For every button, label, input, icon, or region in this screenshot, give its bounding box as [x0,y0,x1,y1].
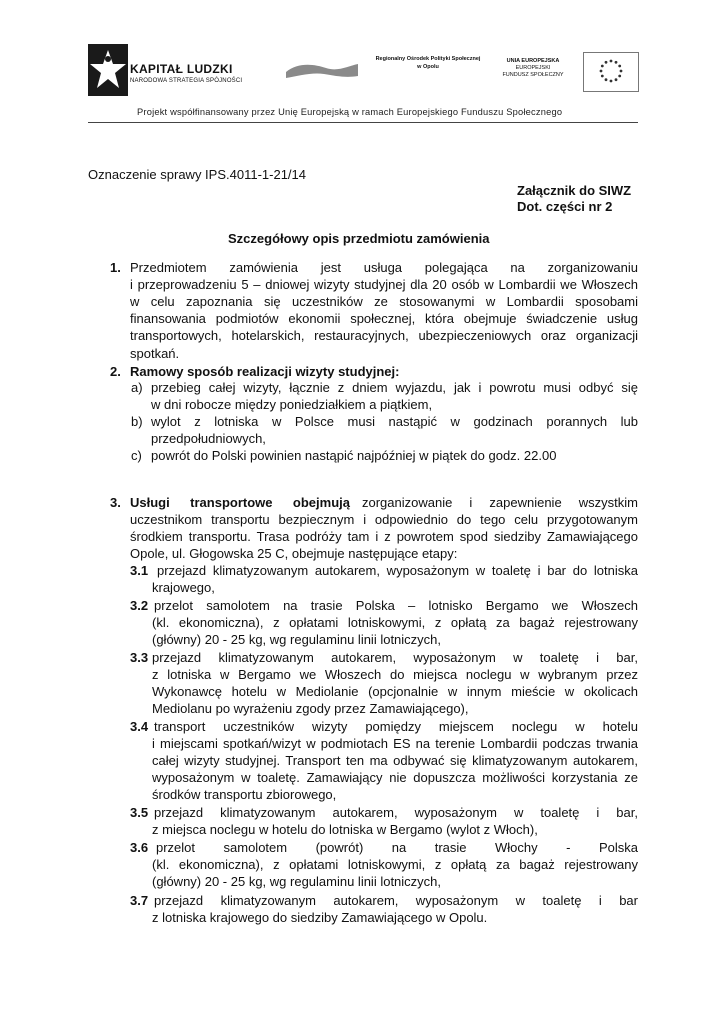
subitem-line: z lotniska krajowego do siedziby Zamawiającego w Opolu. [152,910,488,925]
subitem-line: przejazd klimatyzowanym autokarem, wyposażonym w toaletę i bar do lotniska [157,563,638,578]
subitem-line: krajowego, [152,580,215,595]
subitem-number: 3.7 [130,893,149,908]
list-item-line: wylot z lotniska w Polsce musi nastąpić w godzinach porannych lub [151,414,638,429]
list-item-line: przebieg całej wizyty, łącznie z dniem wyjazdu, jak i powrotu musi odbyć się [151,380,638,395]
section-1-line: finansowania podmiotów ekonomii społecznej, która obejmuje świadczenie usług [130,311,638,326]
subitem-number: 3.3 [130,650,149,665]
section-3-line: środkiem transportu. Trasa podróży tam i z powrotem spod siedziby Zamawiającego [130,529,638,544]
subitem-line: całej wizyty studyjnej. Transport ten ma odbywać się klimatyzowanym autokarem, [152,753,638,768]
subitem-number: 3.5 [130,805,149,820]
subitem-number: 3.6 [130,840,149,855]
subitem-line: Wykonawcę hotelu w Mediolanie (opcjonalnie w innym mieście w okolicach [152,684,638,699]
list-label: c) [131,448,142,463]
subitem-line: z lotniska w Bergamo we Włoszech do miejsca noclegu w wybranym przez [152,667,638,682]
section-1-line: spotkań. [130,346,180,361]
subitem-number: 3.2 [130,598,149,613]
section-1-line: w celu zapoznania się uczestników ze stosowanymi w Lombardii sposobami [130,294,638,309]
subitem-line: z miejsca noclegu w hotelu do lotniska w Bergamo (wylot z Włoch), [152,822,538,837]
subitem-line: środków transportu zbiorowego, [152,787,337,802]
subitem-line: transport uczestników wizyty pomiędzy miejscem noclegu w hotelu [154,719,638,734]
eu-stars-icon [584,53,638,91]
section-3-line: Opole, ul. Głogowska 25 C, obejmuje następujące etapy: [130,546,458,561]
subitem-line: i miejscami spotkań/wizyt w podmiotach ES na terenie Lombardii podczas trwania [152,736,638,751]
section-2-number: 2. [110,364,121,379]
project-cofinancing-note: Projekt współfinansowany przez Unię Europejską w ramach Europejskiego Funduszu Społecznego [137,107,563,117]
subitem-line: przelot samolotem na trasie Polska – lotnisko Bergamo we Włoszech [154,598,638,613]
kapital-ludzki-logo [88,44,288,96]
section-3-line: uczestnikom transportu bezpiecznym i odpowiednio do tego celu przygotowanym [130,512,638,527]
page-header [88,40,638,100]
subitem-line: przejazd klimatyzowanym autokarem, wyposażonym w toaletę i bar [154,893,638,908]
rops-line1: Regionalny Ośrodek Polityki Społecznej [375,56,481,62]
eu-flag [583,52,639,92]
annex-part-label: Dot. części nr 2 [517,199,613,214]
section-1-line: i przeprowadzeniu 5 – dniowej wizyty studyjnej dla 20 osób w Lombardii we Włoszech [130,277,638,292]
subitem-line: przejazd klimatyzowanym autokarem, wyposażonym w toaletę i bar, [152,650,638,665]
kl-subtitle: NARODOWA STRATEGIA SPÓJNOŚCI [130,78,243,84]
section-1-line: Przedmiotem zamówienia jest usługa polegająca na zorganizowaniu [130,260,638,275]
ue-line3: FUNDUSZ SPOŁECZNY [502,72,564,78]
list-item-line: w dni robocze między poniedziałkiem a piątkiem, [151,397,433,412]
subitem-line: przejazd klimatyzowanym autokarem, wyposażonym w toaletę i bar, [154,805,638,820]
ue-line1: UNIA EUROPEJSKA [506,58,560,64]
section-3-heading: Usługi transportowe obejmują [130,495,350,510]
subitem-number: 3.4 [130,719,149,734]
subitem-line: (kl. ekonomiczna), z opłatami lotniskowymi, z opłatą za bagaż rejestrowany [152,857,638,872]
page-title: Szczegółowy opis przedmiotu zamówienia [228,231,490,246]
subitem-line: Mediolanu po wyrażeniu zgody przez Zamawiającego), [152,701,469,716]
rops-logo-text [358,55,498,71]
annex-label: Załącznik do SIWZ [517,183,632,198]
subitem-line: (główny) 20 - 25 kg, wg regulaminu linii lotniczych, [152,874,442,889]
section-3-line: zorganizowanie i zapewnienie wszystkim [362,495,638,510]
star-figure-icon [88,44,128,96]
subitem-line: przelot samolotem (powrót) na trasie Włochy - Polska [156,840,638,855]
subitem-number: 3.1 [130,563,149,578]
case-reference: Oznaczenie sprawy IPS.4011-1-21/14 [88,167,306,182]
header-divider [88,122,638,123]
section-3-number: 3. [110,495,121,510]
section-1-line: transportowych, hotelarskich, restauracyjnych, ubezpieczeniowych oraz organizacji [130,328,638,343]
ue-logo-text [492,58,574,79]
rops-mark-icon [284,60,360,80]
ue-line2: EUROPEJSKI [515,65,551,71]
kl-title: KAPITAŁ LUDZKI [130,62,233,76]
list-item-line: powrót do Polski powinien nastąpić najpóźniej w piątek do godz. 22.00 [151,448,557,463]
subitem-line: (kl. ekonomiczna), z opłatami lotniskowymi, z opłatą za bagaż rejestrowany [152,615,638,630]
list-label: a) [131,380,143,395]
list-label: b) [131,414,143,429]
subitem-line: (główny) 20 - 25 kg, wg regulaminu linii lotniczych, [152,632,442,647]
section-2-heading: Ramowy sposób realizacji wizyty studyjnej: [130,364,400,379]
rops-line2: w Opolu [417,64,439,70]
list-item-line: przedpołudniowych, [151,431,266,446]
subitem-line: wyposażonym w toaletę. Zamawiający nie dopuszcza możliwości korzystania ze [152,770,638,785]
section-1-number: 1. [110,260,121,275]
